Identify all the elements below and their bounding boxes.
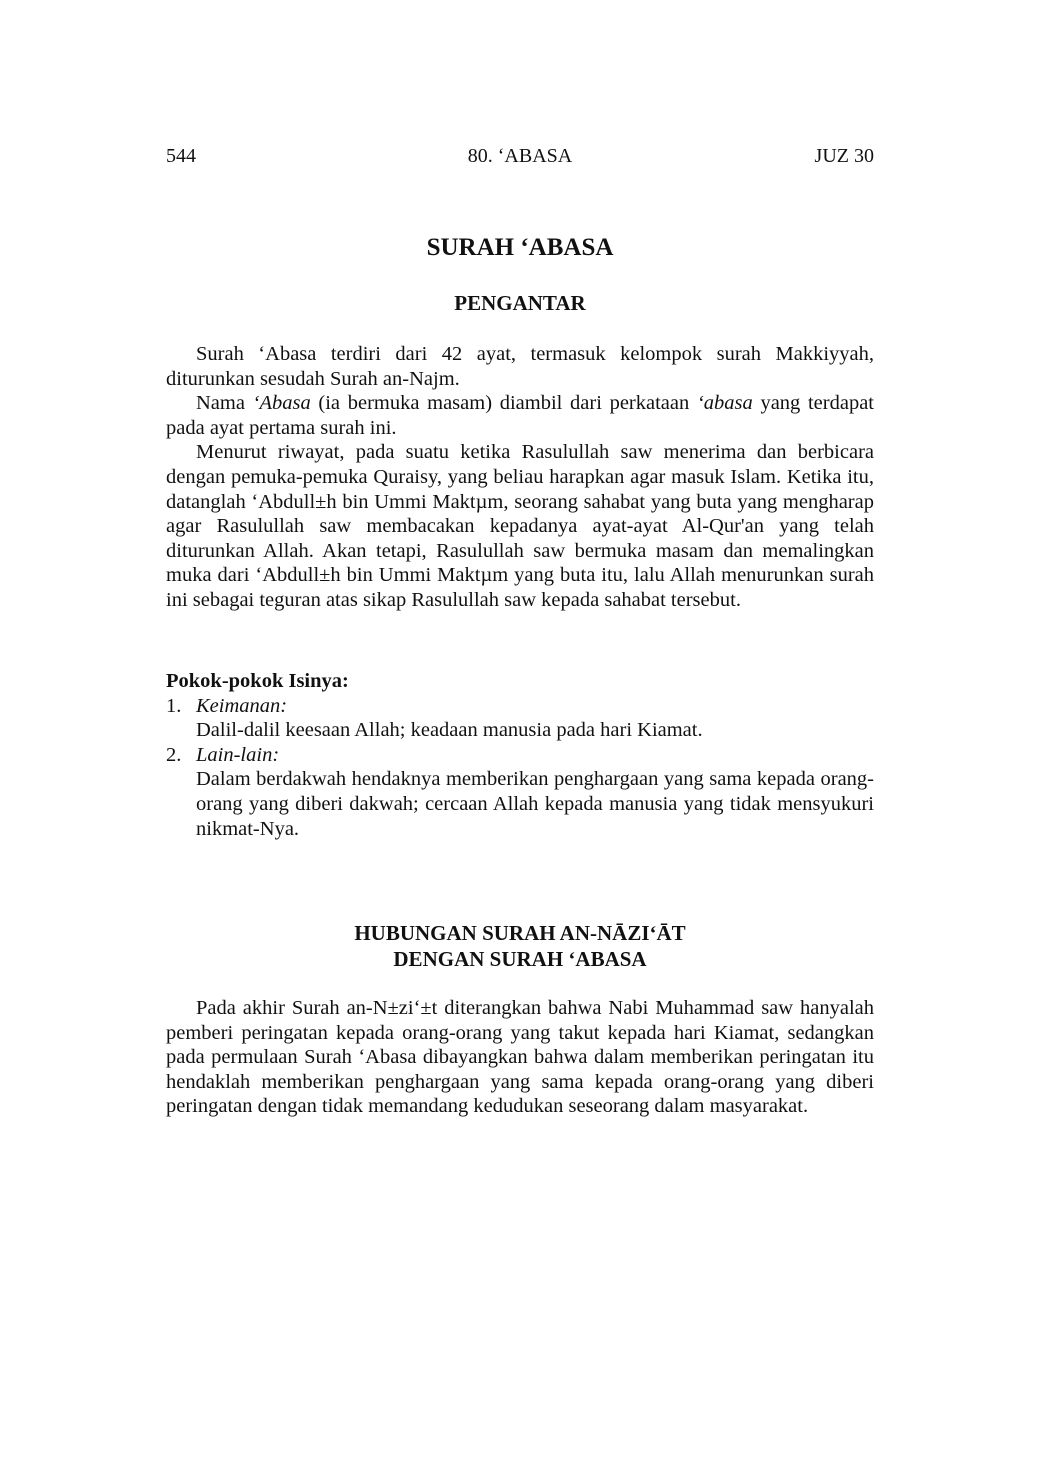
intro-p2-part-e: yang terdapat pada ayat pertama surah ini. — [166, 392, 874, 439]
intro-section — [166, 342, 874, 613]
intro-p2-surah-name: ‘Abasa — [252, 392, 311, 415]
running-header — [166, 145, 874, 173]
relation-heading-line-1: HUBUNGAN SURAH AN-NĀZI‘ĀT — [354, 921, 686, 945]
list-item-title: Keimanan: — [196, 694, 288, 717]
page-number: 544 — [166, 145, 196, 167]
list-item-number: 1. — [166, 694, 182, 717]
list-item-body: Dalil-dalil keesaan Allah; keadaan manusia pada hari Kiamat. — [196, 719, 703, 742]
intro-p2-word: ‘abasa — [696, 392, 753, 415]
contents-list-item — [166, 743, 874, 841]
intro-p2-part-c: (ia bermuka masam) diambil dari perkataan — [310, 392, 697, 415]
chapter-title: 80. ‘ABASA — [467, 145, 573, 167]
relation-heading — [166, 920, 874, 972]
list-item-body: Dalam berdakwah hendaknya memberikan penghargaan yang sama kepada orang-orang yang diberi dakwah; cercaan Allah kepada manusia yang tidak mensyukuri nikmat-Nya. — [196, 768, 874, 840]
list-item-title: Lain-lain: — [196, 743, 280, 766]
relation-section — [166, 996, 874, 1119]
intro-p2-part-a: Nama — [196, 392, 253, 415]
relation-paragraph: Pada akhir Surah an-N±zi‘±t diterangkan bahwa Nabi Muhammad saw hanyalah pemberi peringatan kepada orang-orang yang takut kepada hari Kiamat, sedangkan pada permulaan Surah ‘Abasa dibayangkan bahwa dalam memberikan peringatan itu hendaklah memberikan penghargaan yang sama kepada orang-orang yang diberi peringatan dengan tidak memandang kedudukan seseorang dalam masyarakat. — [166, 997, 874, 1118]
juz-label: JUZ 30 — [814, 145, 874, 167]
contents-list-item — [166, 694, 874, 743]
relation-heading-line-2: DENGAN SURAH ‘ABASA — [393, 947, 647, 971]
list-item-number: 2. — [166, 743, 182, 766]
intro-paragraph-1: Surah ‘Abasa terdiri dari 42 ayat, termasuk kelompok surah Makkiyyah, diturunkan sesudah Surah an-Najm. — [166, 343, 874, 390]
contents-heading: Pokok-pokok Isinya: — [166, 670, 349, 692]
intro-paragraph-3: Menurut riwayat, pada suatu ketika Rasulullah saw menerima dan berbicara dengan pemuka-pemuka Quraisy, yang beliau harapkan agar masuk Islam. Ketika itu, datanglah ‘Abdull±h bin Ummi Maktµm, seorang sahabat yang buta yang mengharap agar Rasulullah saw membacakan kepadanya ayat-ayat Al-Qur'an yang telah diturunkan Allah. Akan tetapi, Rasulullah saw bermuka masam dan memalingkan muka dari ‘Abdull±h bin Ummi Maktµm yang buta itu, lalu Allah menurunkan surah ini sebagai teguran atas sikap Rasulullah saw kepada sahabat tersebut. — [166, 441, 874, 611]
intro-heading: PENGANTAR — [454, 291, 586, 315]
contents-section — [166, 669, 874, 841]
surah-title: SURAH ‘ABASA — [426, 234, 614, 261]
document-page — [166, 0, 874, 1475]
intro-paragraph-2 — [166, 391, 874, 440]
